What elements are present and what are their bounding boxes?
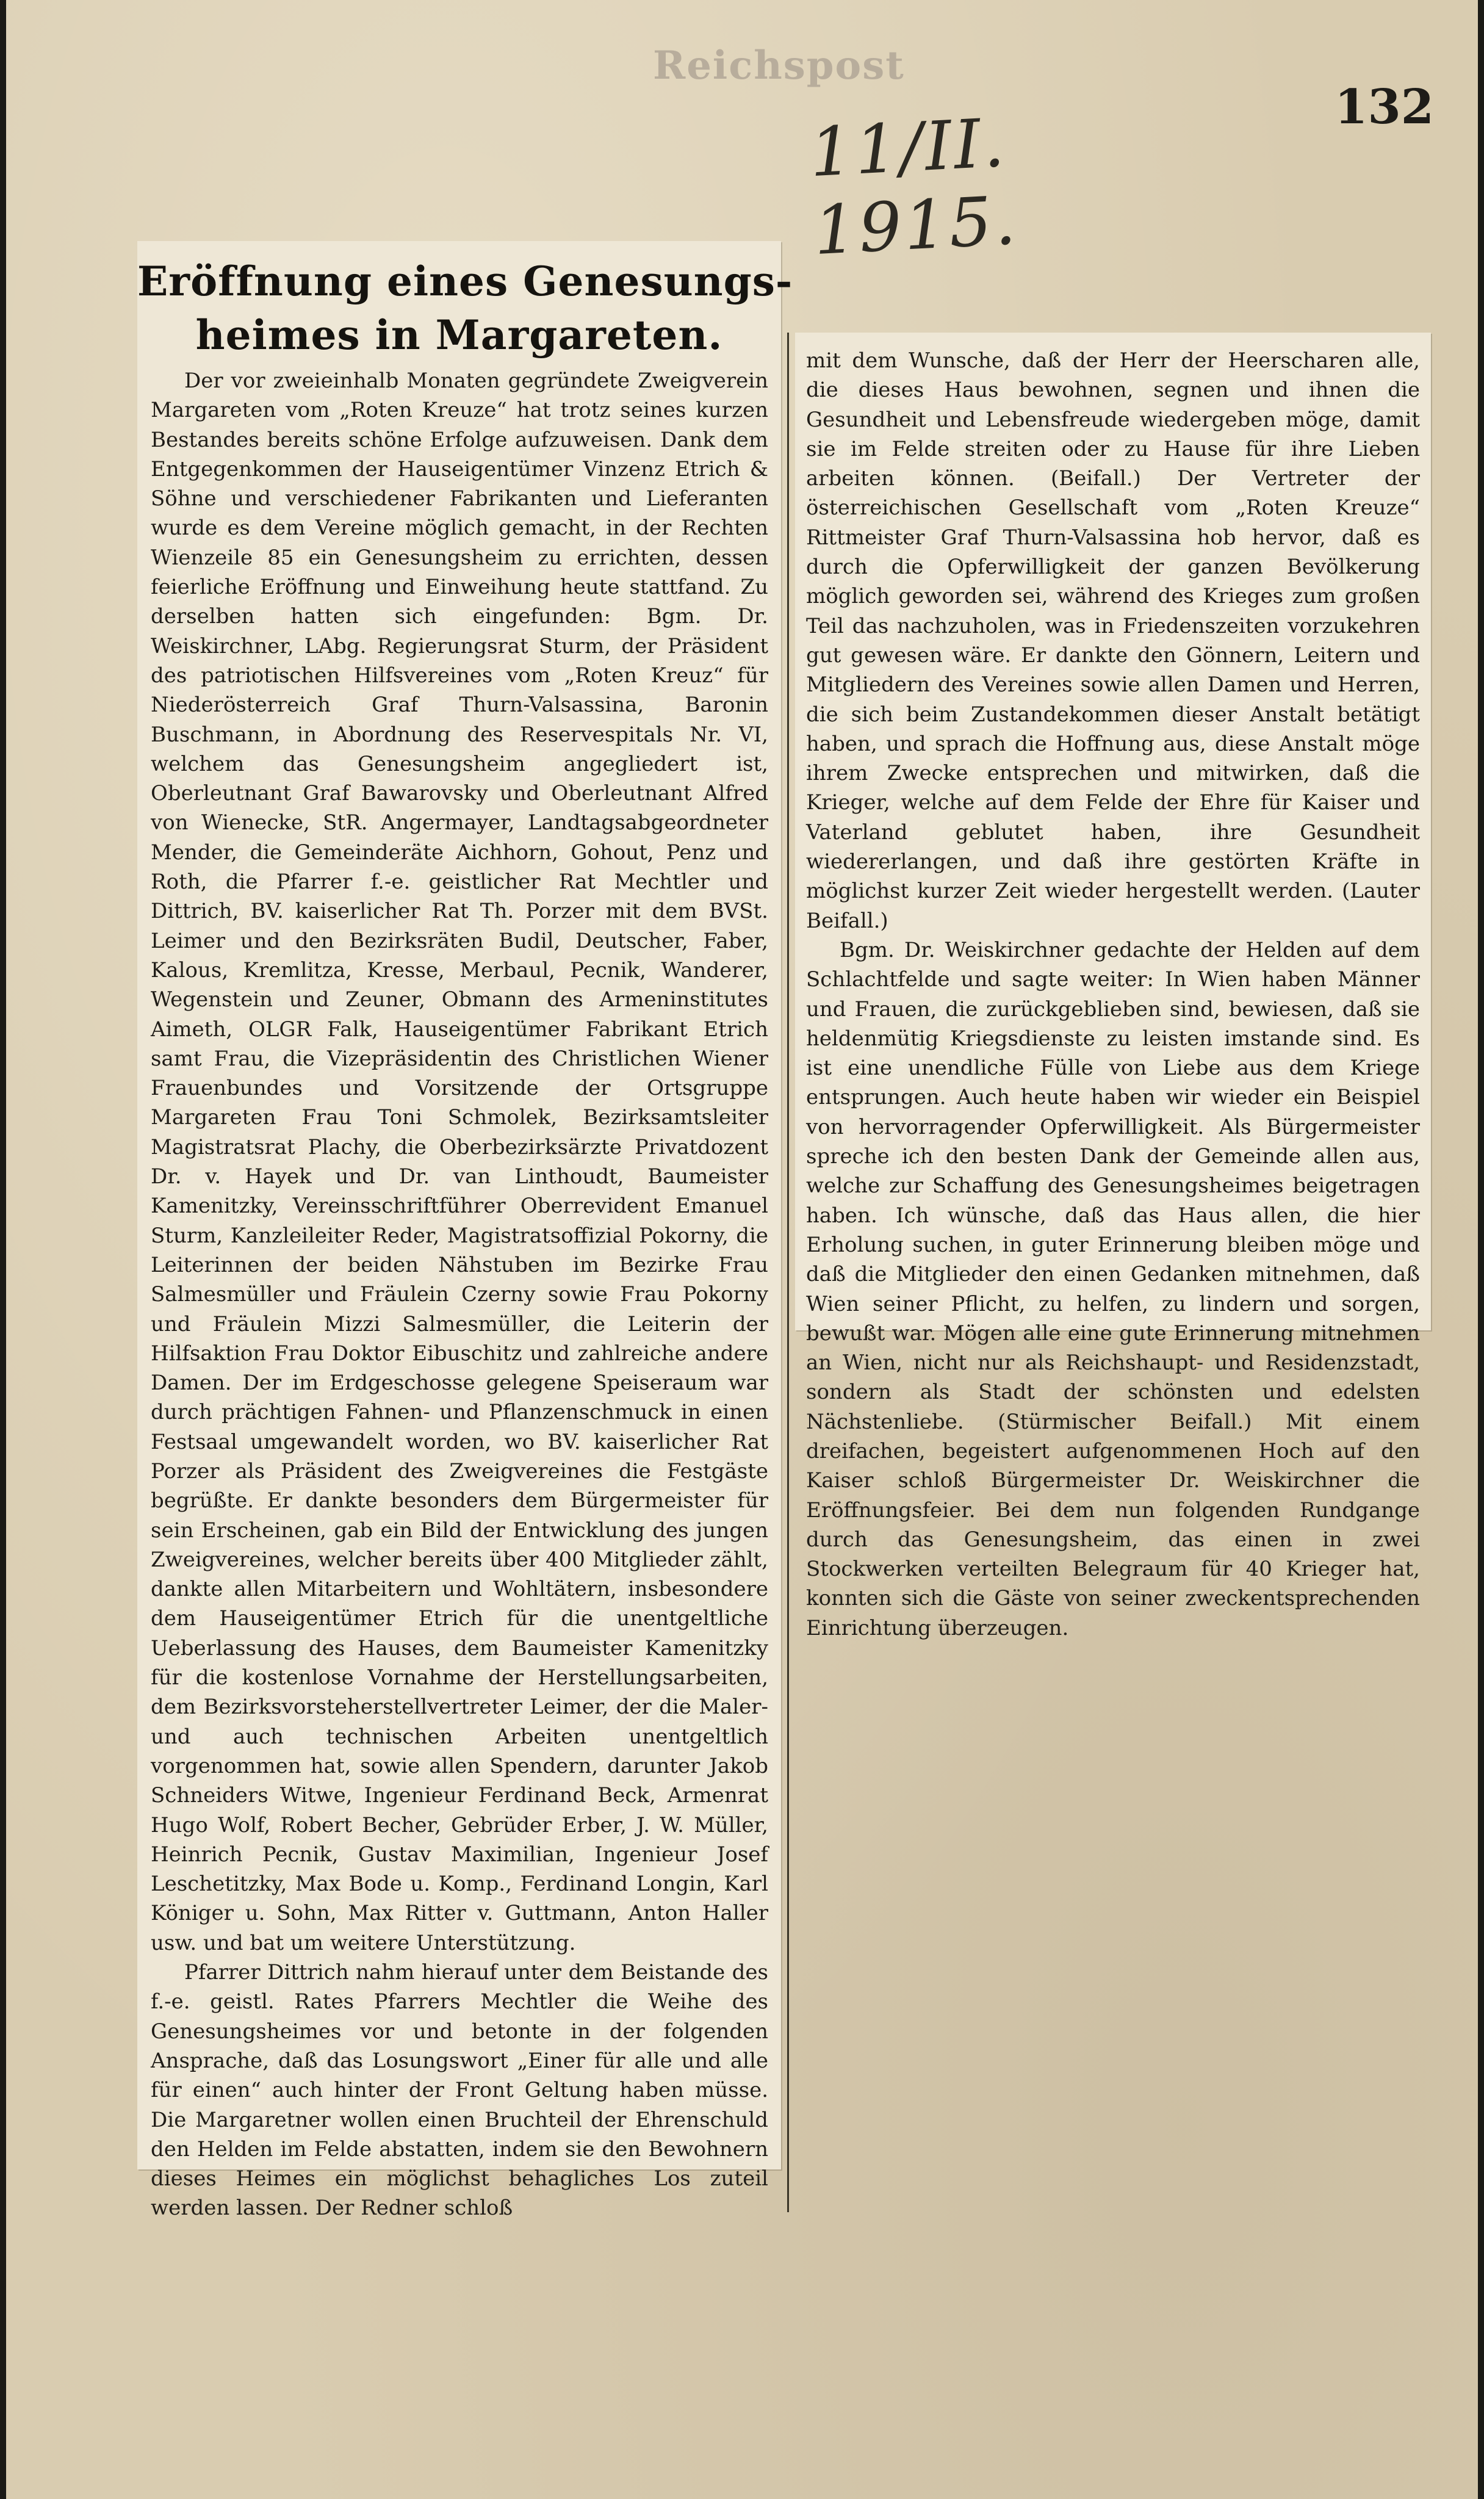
title-line-1: Eröffnung eines Genesungs- — [137, 258, 793, 305]
clipping-right-column — [795, 333, 1431, 1640]
article-title — [137, 254, 793, 362]
paragraph: mit dem Wunsche, daß der Herr der Heerscharen alle, die dieses Haus bewohnen, segnen und ihnen die Gesundheit und Lebensfreude wiedergeben möge, damit sie im Felde streiten oder zu Hause für ihre Lieben arbeiten können. (Beifall.) Der Vertreter der österreichischen Gesellschaft vom „Roten Kreuze“ Rittmeister Graf Thurn-Valsassina hob hervor, daß es durch die Opferwilligkeit der ganzen Bevölkerung möglich geworden sei, während des Krieges zum großen Teil das nachzuholen, was in Friedenszeiten vorzukehren gut gewesen wäre. Er dankte den Gönnern, Leitern und Mitgliedern des Vereines sowie allen Damen und Herren, die sich beim Zustandekommen dieser Anstalt betätigt haben, und sprach die Hoffnung aus, diese Anstalt möge ihrem Zwecke entsprechen und mitwirken, daß die Krieger, welche auf dem Felde der Ehre für Kaiser und Vaterland geblutet haben, ihre Gesundheit wiedererlangen, und daß ihre gestörten Kräfte in möglichst kurzer Zeit wieder hergestellt werden. (Lauter Beifall.) — [806, 348, 1420, 933]
title-line-2: heimes in Margareten. — [195, 311, 723, 359]
newspaper-stamp: Reichspost — [653, 43, 905, 88]
clipping-left-column — [137, 241, 793, 2221]
paragraph: Bgm. Dr. Weiskirchner gedachte der Helden auf dem Schlachtfelde und sagte weiter: In Wien haben Männer und Frauen, die zurückgeblieben sind, bewiesen, daß sie heldenmütig Kriegsdienste zu leisten imstande sind. Es ist eine unendliche Fülle von Liebe aus dem Kriege entsprungen. Auch heute haben wir wieder ein Beispiel von hervorragender Opferwilligkeit. Als Bürgermeister spreche ich den besten Dank der Gemeinde allen aus, welche zur Schaffung des Genesungsheimes beigetragen haben. Ich wünsche, daß das Haus allen, die hier Erholung suchen, in guter Erinnerung bleiben möge und daß die Mitglieder den einen Gedanken mitnehmen, daß Wien seiner Pflicht, zu helfen, zu lindern und sorgen, bewußt war. Mögen alle eine gute Erinnerung mitnehmen an Wien, nicht nur als Reichshaupt- und Residenzstadt, sondern als Stadt der schönsten und edelsten Nächstenliebe. (Stürmischer Beifall.) Mit einem dreifachen, begeistert aufgenommenen Hoch auf den Kaiser schloß Bürgermeister Dr. Weiskirchner die Eröffnungsfeier. Bei dem nun folgenden Rundgange durch das Genesungsheim, das einen in zwei Stockwerken verteilten Belegraum für 40 Krieger hat, konnten sich die Gäste von seiner zweckentsprechenden Einrichtung überzeugen. — [806, 937, 1420, 1640]
paragraph: Der vor zweieinhalb Monaten gegründete Zweigverein Margareten vom „Roten Kreuze“ hat trotz seines kurzen Bestandes bereits schöne Erfolge aufzuweisen. Dank dem Entgegenkommen der Hauseigentümer Vinzenz Etrich & Söhne und verschiedener Fabrikanten und Lieferanten wurde es dem Vereine möglich gemacht, in der Rechten Wienzeile 85 ein Genesungsheim zu errichten, dessen feierliche Eröffnung und Einweihung heute stattfand. Zu derselben hatten sich eingefunden: Bgm. Dr. Weiskirchner, LAbg. Regierungsrat Sturm, der Präsident des patriotischen Hilfsvereines vom „Roten Kreuz“ für Niederösterreich Graf Thurn-Valsassina, Baronin Buschmann, in Abordnung des Reservespitals Nr. VI, welchem das Genesungsheim angegliedert ist, Oberleutnant Graf Bawarovsky und Oberleutnant Alfred von Wienecke, StR. Angermayer, Landtagsabgeordneter Mender, die Gemeinderäte Aichhorn, Gohout, Penz und Roth, die Pfarrer f.-e. geistlicher Rat Mechtler und Dittrich, BV. kaiserlicher Rat Th. Porzer mit dem BVSt. Leimer und den Bezirksräten Budil, Deutscher, Faber, Kalous, Kremlitza, Kresse, Merbaul, Pecnik, Wanderer, Wegenstein und Zeuner, Obmann des Armeninstitutes Aimeth, OLGR Falk, Hauseigentümer Fabrikant Etrich samt Frau, die Vizepräsidentin des Christlichen Wiener Frauenbundes und Vorsitzende der Ortsgruppe Margareten Frau Toni Schmolek, Bezirksamtsleiter Magistratsrat Plachy, die Oberbezirksärzte Privatdozent Dr. v. Hayek und Dr. van Linthoudt, Baumeister Kamenitzky, Vereinsschriftführer Oberrevident Emanuel Sturm, Kanzleileiter Reder, Magistratsoffizial Pokorny, die Leiterinnen der beiden Nähstuben im Bezirke Frau Salmesmüller und Fräulein Czerny sowie Frau Pokorny und Fräulein Mizzi Salmesmüller, die Leiterin der Hilfsaktion Frau Doktor Eibuschitz und zahlreiche andere Damen. Der im Erdgeschosse gelegene Speiseraum war durch prächtigen Fahnen- und Pflanzenschmuck in einen Festsaal umgewandelt worden, wo BV. kaiserlicher Rat Porzer als Präsident des Zweigvereines die Festgäste begrüßte. Er dankte besonders dem Bürgermeister für sein Erscheinen, gab ein Bild der Entwicklung des jungen Zweigvereines, welcher bereits über 400 Mitglieder zählt, dankte allen Mitarbeitern und Wohltätern, insbesondere dem Hauseigentümer Etrich für die unentgeltliche Ueberlassung des Hauses, dem Baumeister Kamenitzky für die kostenlose Vornahme der Herstellungsarbeiten, dem Bezirksvorsteherstellvertreter Leimer, der die Maler- und auch technischen Arbeiten unentgeltlich vorgenommen hat, sowie allen Spendern, darunter Jakob Schneiders Witwe, Ingenieur Ferdinand Beck, Armenrat Hugo Wolf, Robert Becher, Gebrüder Erber, J. W. Müller, Heinrich Pecnik, Gustav Maximilian, Ingenieur Josef Leschetitzky, Max Bode u. Komp., Ferdinand Longin, Karl Königer u. Sohn, Max Ritter v. Guttmann, Anton Haller usw. und bat um weitere Unterstützung. — [151, 369, 768, 1955]
handwritten-date: 11/II. 1915. — [807, 103, 1020, 270]
paragraph: Pfarrer Dittrich nahm hierauf unter dem Beistande des f.-e. geistl. Rates Pfarrers Mechtler die Weihe des Genesungsheimes vor und betonte in der folgenden Ansprache, daß das Losungswort „Einer für alle und alle für einen“ auch hinter der Front Geltung haben müsse. Die Margaretner wollen einen Bruchteil der Ehrenschuld den Helden im Felde abstatten, indem sie den Bewohnern dieses Heimes ein möglichst behagliches Los zuteil werden lassen. Der Redner schloß — [151, 1960, 768, 2221]
right-column-text — [806, 346, 1420, 1643]
left-column-text — [151, 366, 768, 2223]
column-divider — [787, 333, 789, 2212]
page-number: 132 — [1335, 79, 1434, 135]
archive-sheet — [6, 0, 1478, 2499]
